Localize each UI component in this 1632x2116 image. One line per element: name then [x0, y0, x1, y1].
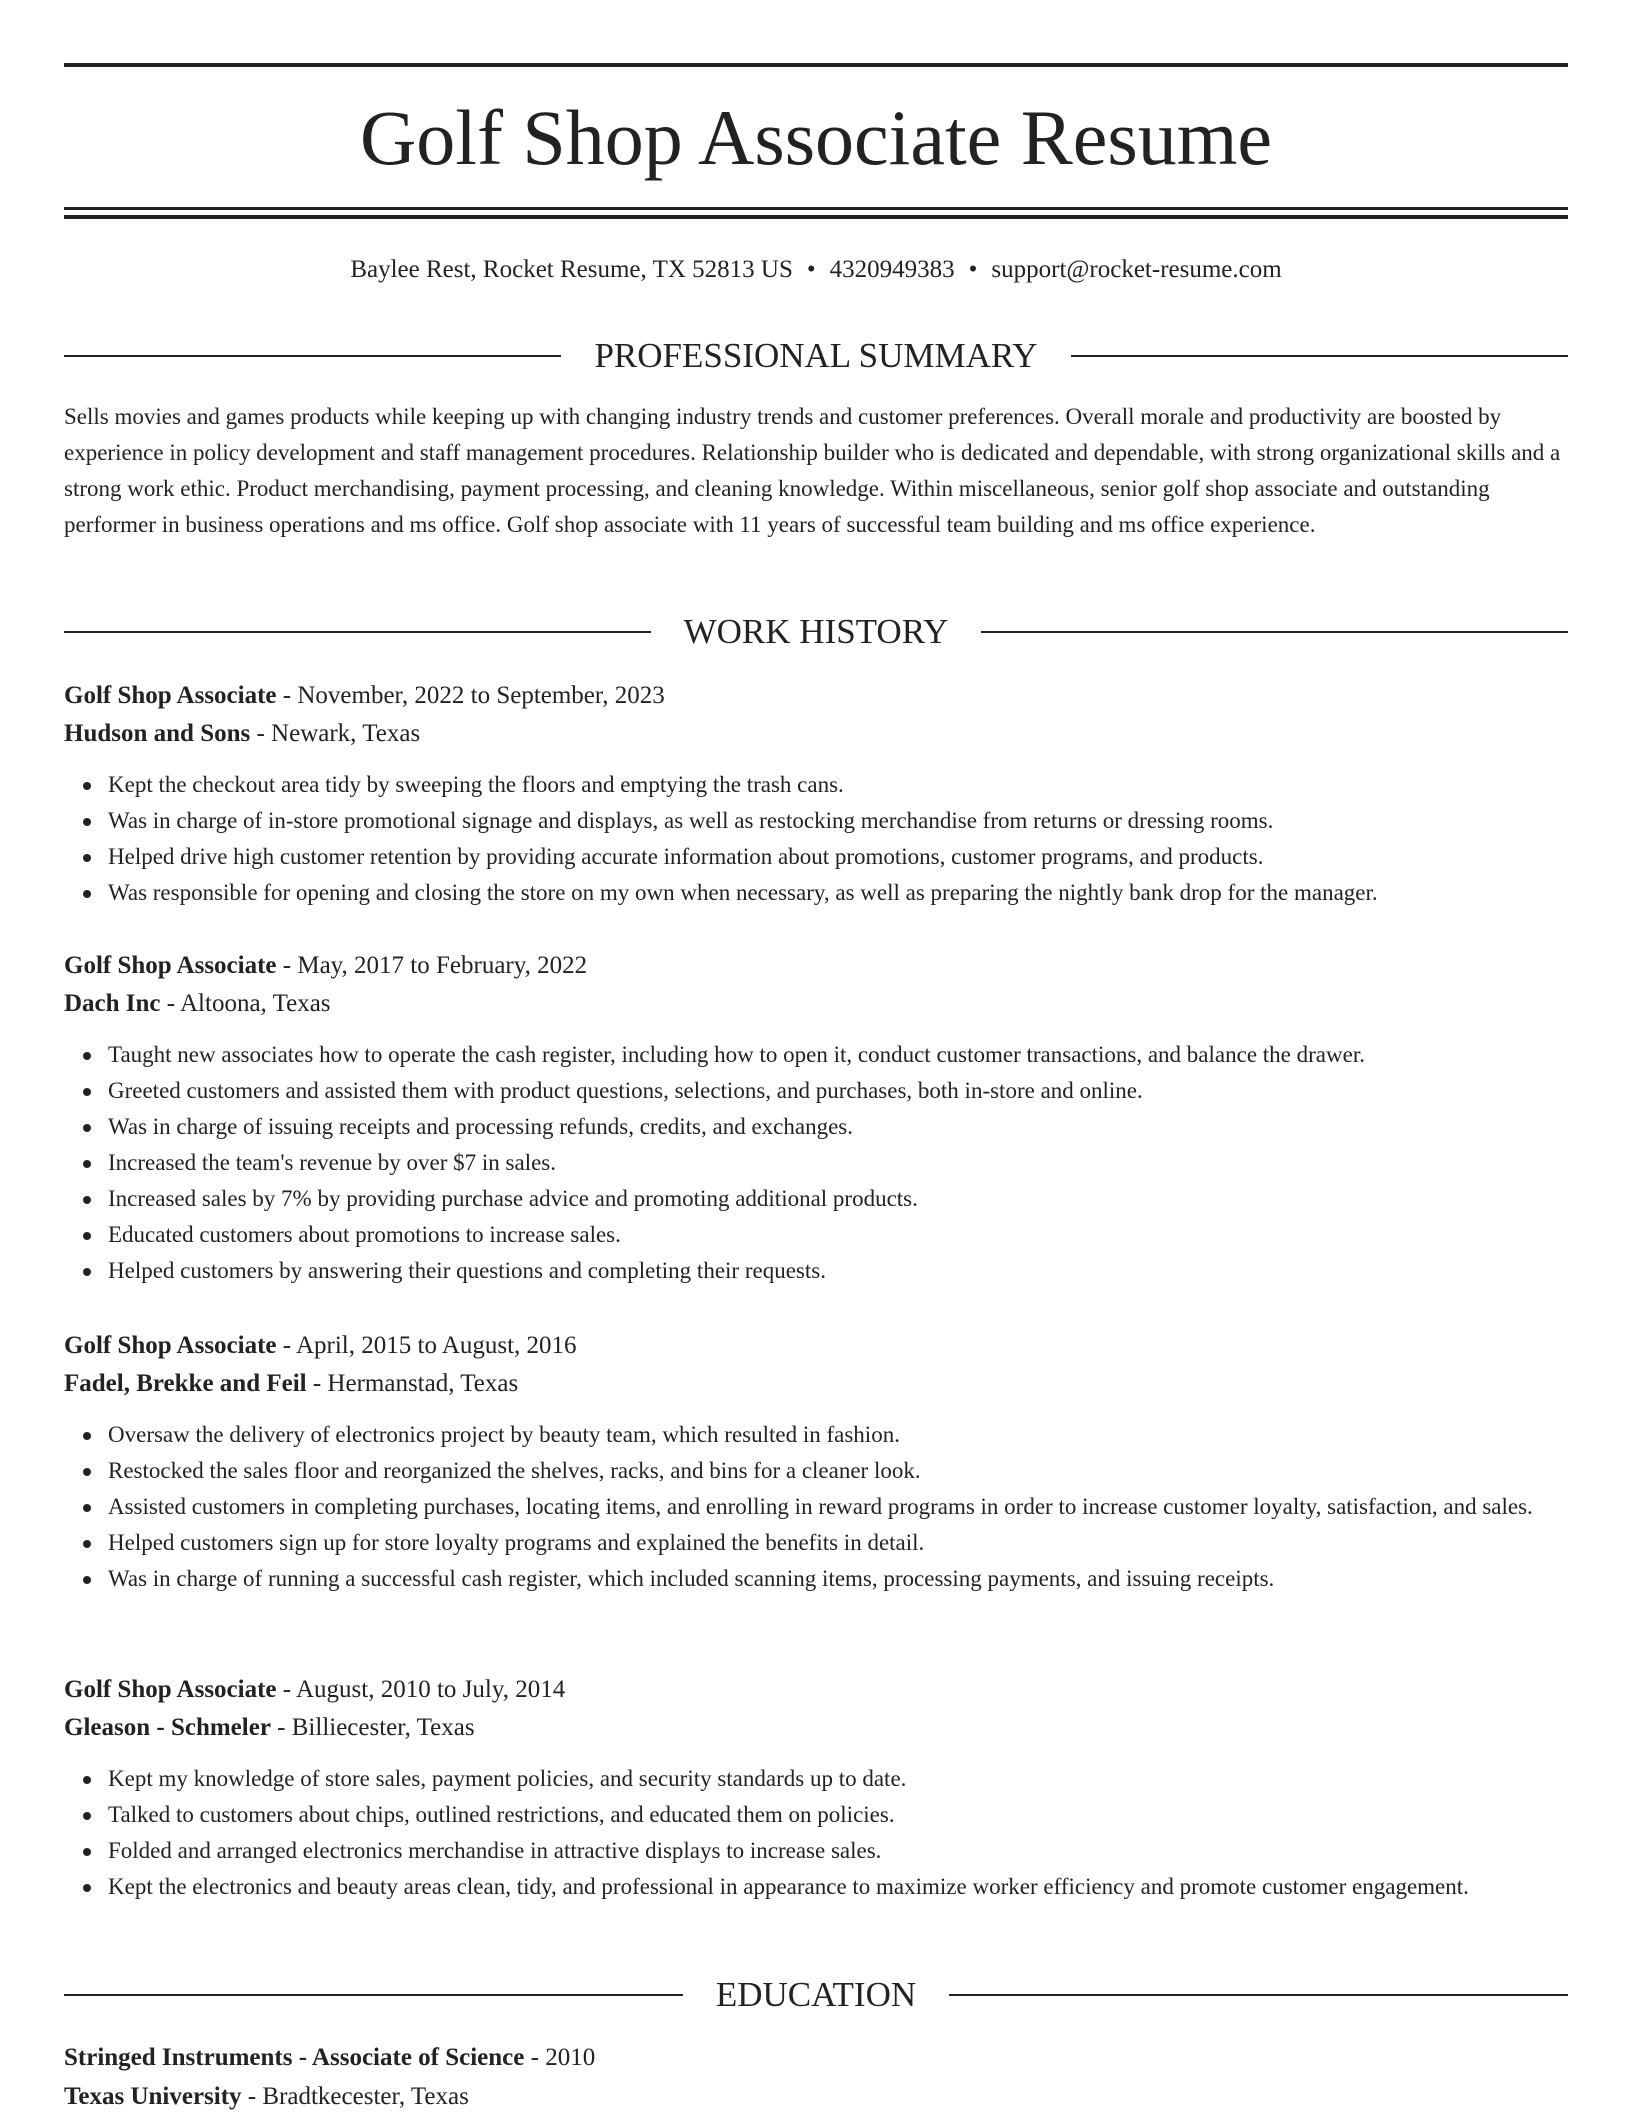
job-bullet: Taught new associates how to operate the cash register, including how to open it, conduct customer transactions, and balance the drawer. — [108, 1037, 1568, 1073]
section-heading-summary — [64, 334, 1568, 378]
job-company-line — [64, 1365, 1568, 1403]
job-dates: - August, 2010 to July, 2014 — [276, 1676, 566, 1703]
job-bullet: Kept my knowledge of store sales, payment policies, and security standards up to date. — [108, 1761, 1568, 1797]
contact-phone: 4320949383 — [829, 256, 955, 283]
job-bullet: Increased sales by 7% by providing purchase advice and promoting additional products. — [108, 1181, 1568, 1217]
page-title: Golf Shop Associate Resume — [359, 94, 1273, 181]
job-company: Fadel, Brekke and Feil — [64, 1370, 307, 1397]
job-entry — [64, 947, 1568, 1289]
job-bullet: Kept the electronics and beauty areas clean, tidy, and professional in appearance to maximize worker efficiency and promote customer engagement. — [108, 1869, 1568, 1905]
education-entry — [64, 2038, 1568, 2116]
job-bullet: Assisted customers in completing purchases, locating items, and enrolling in reward programs in order to increase customer loyalty, satisfaction, and sales. — [108, 1489, 1568, 1525]
job-bullet: Was in charge of running a successful cash register, which included scanning items, processing payments, and issuing receipts. — [108, 1561, 1568, 1597]
job-title: Golf Shop Associate — [64, 1332, 277, 1359]
job-company-line — [64, 715, 1568, 753]
title-rule-lower — [64, 215, 1568, 219]
job-dates: - November, 2022 to September, 2023 — [276, 682, 665, 709]
job-bullet: Helped drive high customer retention by providing accurate information about promotions, customer programs, and products. — [108, 839, 1568, 875]
section-title: PROFESSIONAL SUMMARY — [594, 336, 1038, 375]
job-location: - Newark, Texas — [250, 720, 421, 747]
heading-rule-left — [64, 355, 561, 357]
job-bullets — [64, 1417, 1568, 1597]
job-bullet: Restocked the sales floor and reorganized the shelves, racks, and bins for a cleaner look. — [108, 1453, 1568, 1489]
job-title-line — [64, 1327, 1568, 1365]
job-company: Hudson and Sons — [64, 720, 251, 747]
job-dates: - April, 2015 to August, 2016 — [276, 1332, 577, 1359]
job-location: - Hermanstad, Texas — [306, 1370, 519, 1397]
section-heading-education — [64, 1973, 1568, 2017]
education-location: - Bradtkecester, Texas — [241, 2083, 469, 2110]
job-company-line — [64, 985, 1568, 1023]
contact-line — [64, 252, 1568, 288]
job-entry — [64, 677, 1568, 911]
job-entry — [64, 1327, 1568, 1597]
section-title: WORK HISTORY — [683, 612, 949, 651]
job-title: Golf Shop Associate — [64, 682, 277, 709]
job-title-line — [64, 677, 1568, 715]
education-degree: Stringed Instruments - Associate of Science — [64, 2044, 525, 2071]
job-dates: - May, 2017 to February, 2022 — [276, 952, 588, 979]
section-title: EDUCATION — [715, 1975, 917, 2014]
contact-separator: • — [806, 256, 816, 283]
job-bullets — [64, 767, 1568, 911]
job-entry — [64, 1671, 1568, 1905]
job-title: Golf Shop Associate — [64, 952, 277, 979]
job-bullet: Educated customers about promotions to increase sales. — [108, 1217, 1568, 1253]
title-rule-upper — [64, 207, 1568, 210]
education-school-line — [64, 2077, 1568, 2116]
job-location: - Billiecester, Texas — [270, 1714, 475, 1741]
education-degree-line — [64, 2038, 1568, 2077]
job-bullets — [64, 1761, 1568, 1905]
education-year: - 2010 — [524, 2044, 596, 2071]
contact-address: Baylee Rest, Rocket Resume, TX 52813 US — [350, 256, 793, 283]
contact-separator: • — [968, 256, 978, 283]
job-bullet: Greeted customers and assisted them with product questions, selections, and purchases, both in-store and online. — [108, 1073, 1568, 1109]
heading-rule-right — [949, 1994, 1568, 1996]
job-bullet: Oversaw the delivery of electronics project by beauty team, which resulted in fashion. — [108, 1417, 1568, 1453]
job-bullet: Talked to customers about chips, outlined restrictions, and educated them on policies. — [108, 1797, 1568, 1833]
job-bullet: Was in charge of in-store promotional signage and displays, as well as restocking merchandise from returns or dressing rooms. — [108, 803, 1568, 839]
professional-summary: Sells movies and games products while keeping up with changing industry trends and customer preferences. Overall morale and productivity are boosted by experience in policy development and staff management procedures. Relationship builder who is dedicated and dependable, with strong organizational skills and a strong work ethic. Product merchandising, payment processing, and cleaning knowledge. Within miscellaneous, senior golf shop associate and outstanding performer in business operations and ms office. Golf shop associate with 11 years of successful team building and ms office experience. — [64, 404, 1561, 537]
heading-rule-left — [64, 1994, 683, 1996]
job-company-line — [64, 1709, 1568, 1747]
education-school: Texas University — [64, 2083, 242, 2110]
job-company: Gleason - Schmeler — [64, 1714, 271, 1741]
job-bullet: Was in charge of issuing receipts and processing refunds, credits, and exchanges. — [108, 1109, 1568, 1145]
job-bullet: Helped customers sign up for store loyalty programs and explained the benefits in detail. — [108, 1525, 1568, 1561]
job-bullet: Was responsible for opening and closing the store on my own when necessary, as well as preparing the nightly bank drop for the manager. — [108, 875, 1568, 911]
heading-rule-left — [64, 631, 651, 633]
job-title-line — [64, 947, 1568, 985]
job-bullet: Kept the checkout area tidy by sweeping the floors and emptying the trash cans. — [108, 767, 1568, 803]
section-heading-work — [64, 610, 1568, 654]
top-rule — [64, 63, 1568, 67]
job-title: Golf Shop Associate — [64, 1676, 277, 1703]
job-bullet: Increased the team's revenue by over $7 in sales. — [108, 1145, 1568, 1181]
heading-rule-right — [1071, 355, 1568, 357]
heading-rule-right — [981, 631, 1568, 633]
job-title-line — [64, 1671, 1568, 1709]
job-bullets — [64, 1037, 1568, 1289]
job-bullet: Helped customers by answering their questions and completing their requests. — [108, 1253, 1568, 1289]
contact-email: support@rocket-resume.com — [991, 256, 1282, 283]
job-location: - Altoona, Texas — [160, 990, 331, 1017]
job-bullet: Folded and arranged electronics merchandise in attractive displays to increase sales. — [108, 1833, 1568, 1869]
job-company: Dach Inc — [64, 990, 161, 1017]
